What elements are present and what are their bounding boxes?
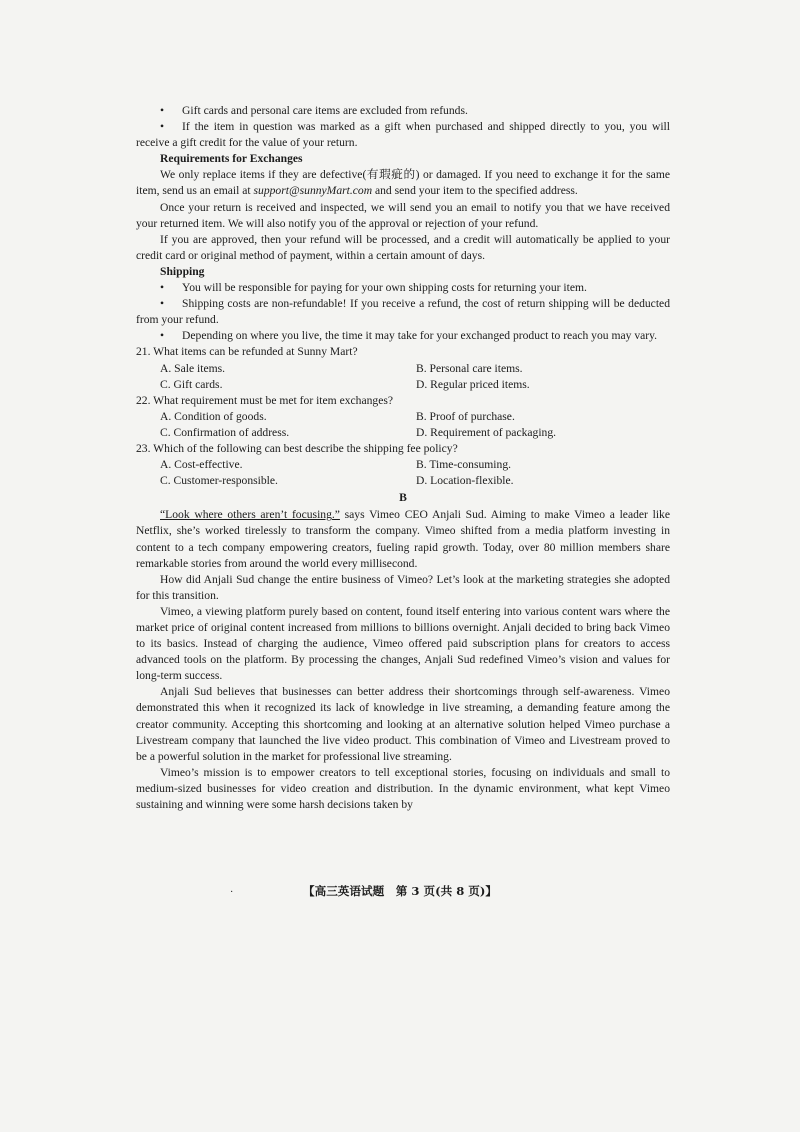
exchanges-paragraph-2: Once your return is received and inspected, we will send you an email to notify you that we have received your returned item. We will also notify you of the approval or rejection of your refund. bbox=[136, 200, 670, 230]
exchanges-paragraph-3: If you are approved, then your refund will be processed, and a credit will automatically be applied to your credit card or original method of payment, within a certain amount of days. bbox=[136, 232, 670, 262]
option-c[interactable]: C. Gift cards. bbox=[160, 377, 223, 391]
question-options bbox=[136, 361, 670, 393]
question-21 bbox=[136, 344, 670, 392]
option-a[interactable]: A. Cost-effective. bbox=[160, 458, 243, 472]
bullet-icon: • bbox=[160, 329, 165, 343]
shipping-bullet: • Shipping costs are non-refundable! If you receive a refund, the cost of return shipping will be deducted from your refund. bbox=[136, 297, 670, 327]
shipping-bullet: • You will be responsible for paying for your own shipping costs for returning your item. bbox=[136, 280, 670, 296]
option-b[interactable]: B. Time-consuming. bbox=[416, 458, 512, 472]
option-b[interactable]: B. Proof of purchase. bbox=[416, 409, 515, 423]
question-options bbox=[136, 409, 670, 441]
footer-mark: · bbox=[230, 887, 234, 898]
bullet-icon: • bbox=[160, 104, 165, 117]
exchanges-paragraph-1: We only replace items if they are defective(有瑕疵的) or damaged. If you need to exchange it for the same item, send us an email at support@sunnyMart.com and send your item to the specified address. bbox=[136, 168, 670, 198]
option-a[interactable]: A. Condition of goods. bbox=[160, 409, 267, 423]
passage-b-paragraph-5: Vimeo’s mission is to empower creators to tell exceptional stories, focusing on individuals and small to medium-sized businesses for video creation and distribution. In the dynamic environment, what kept Vimeo sustaining and winning were some harsh decisions taken by bbox=[136, 765, 670, 812]
question-stem: 23. Which of the following can best describe the shipping fee policy? bbox=[136, 441, 458, 455]
bullet-icon: • bbox=[160, 281, 165, 295]
question-22 bbox=[136, 393, 670, 441]
option-b[interactable]: B. Personal care items. bbox=[416, 361, 523, 375]
question-23 bbox=[136, 441, 670, 489]
shipping-bullet: • Depending on where you live, the time it may take for your exchanged product to reach you may vary. bbox=[136, 328, 670, 344]
refund-bullet: • Gift cards and personal care items are excluded from refunds. bbox=[136, 103, 670, 119]
bullet-icon: • bbox=[160, 120, 165, 134]
passage-b-paragraph-1: “Look where others aren’t focusing.” says Vimeo CEO Anjali Sud. Aiming to make Vimeo a leader like Netflix, she’s worked tirelessly to transform the company. Vimeo shifted from a media platform investing in content to a tech company empowering creators, fueling rapid growth. Today, over 80 million members share remarkable stories from around the world every millisecond. bbox=[136, 508, 670, 570]
option-d[interactable]: D. Location-flexible. bbox=[416, 474, 514, 488]
shipping-heading: Shipping bbox=[160, 264, 205, 278]
option-d[interactable]: D. Regular priced items. bbox=[416, 377, 530, 391]
question-options bbox=[136, 457, 670, 489]
exchanges-heading: Requirements for Exchanges bbox=[160, 152, 303, 166]
passage-b-paragraph-4: Anjali Sud believes that businesses can better address their shortcomings through self-awareness. Vimeo demonstrated this when it recognized its lack of knowledge in live streaming, a demanding feature among the creator community. Accepting this shortcoming and looking at an alternative solution helped Vimeo purchase a Livestream company that launched the live video product. This combination of Vimeo and Livestream proved to be a powerful solution in the market for professional live streaming. bbox=[136, 685, 670, 763]
page-footer: 【高三英语试题 第 3 页(共 8 页)】 bbox=[303, 884, 497, 898]
bullet-icon: • bbox=[160, 297, 165, 311]
support-email: support@sunnyMart.com bbox=[253, 184, 373, 198]
question-stem: 22. What requirement must be met for item exchanges? bbox=[136, 393, 394, 407]
question-stem: 21. What items can be refunded at Sunny Mart? bbox=[136, 345, 358, 359]
refund-bullet: • If the item in question was marked as a gift when purchased and shipped directly to you, you will receive a gift credit for the value of your return. bbox=[136, 120, 670, 150]
section-b-label: B bbox=[399, 491, 407, 505]
ceo-quote: “Look where others aren’t focusing.” bbox=[160, 508, 340, 522]
option-a[interactable]: A. Sale items. bbox=[160, 361, 226, 375]
passage-b-paragraph-2: How did Anjali Sud change the entire business of Vimeo? Let’s look at the marketing strategies she adopted for this transition. bbox=[136, 572, 670, 602]
option-c[interactable]: C. Confirmation of address. bbox=[160, 425, 290, 439]
option-c[interactable]: C. Customer-responsible. bbox=[160, 474, 278, 488]
passage-b-paragraph-3: Vimeo, a viewing platform purely based on content, found itself entering into various content wars where the market price of original content increased from millions to billions overnight. Anjali decided to bring back Vimeo to its basics. Instead of charging the audience, Vimeo offered paid subscription plans for creators to access advanced tools on the platform. By processing the changes, Anjali Sud redefined Vimeo’s vision and values for long-term success. bbox=[136, 604, 670, 683]
option-d[interactable]: D. Requirement of packaging. bbox=[416, 425, 557, 439]
